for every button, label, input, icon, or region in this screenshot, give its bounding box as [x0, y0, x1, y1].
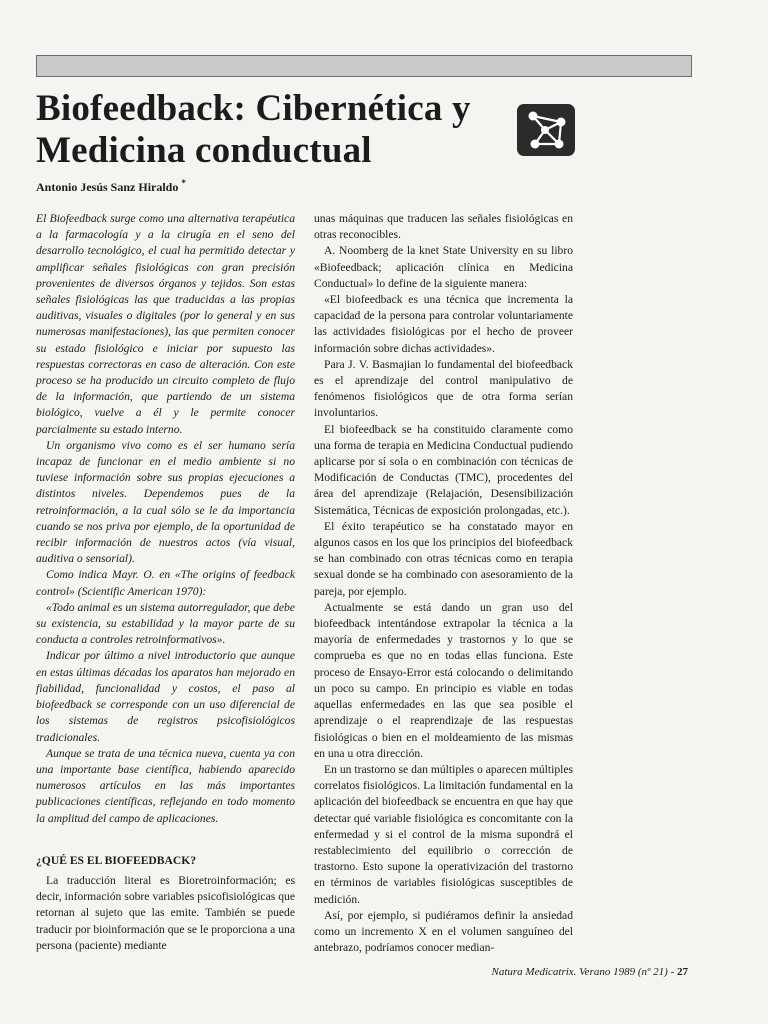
abstract-paragraph: El Biofeedback surge como una alternativa terapéutica a la farmacología y a la cirugía en el seno del desarrollo tecnológico, el cual ha permitido detectar y amplificar señales fisiológicas con gran precisión provenientes de diversos órganos y tejidos. Son estas señales fisiológicas las que traducidas a las propias auditivas, visuales o digitales (por lo general y en sus numerosas manifestaciones), las que permiten conocer su estado fisiológico e iniciar por supuesto las respuestas correctoras en caso de alteración. Con este proceso se ha producido un circuito completo de flujo de la información, que partiendo de un sistema biológico, vuelve a él y le permite conocer parcialmente su estado interno.	[36, 212, 295, 436]
body-paragraph: A. Noomberg de la knet State University en su libro «Biofeedback; aplicación clínica en Medicina Conductual» lo define de la siguiente manera:	[314, 244, 573, 290]
author-line	[36, 178, 186, 195]
header-bar	[36, 55, 692, 77]
abstract-paragraph: Como indica Mayr. O. en «The origins of feedback control» (Scientific American 1970):	[36, 568, 295, 598]
body-paragraph: En un trastorno se dan múltiples o aparecen múltiples correlatos fisiológicos. La limitación fundamental en la aplicación del biofeedback se encuentra en que hay que detectar qué variable fisiológica es concomitante con la enfermedad y si el control de la misma supondrá el restablecimiento del equilibrio o corrección de trastorno. Esto supone la operativización del trastorno en términos de variables fisiológicas susceptibles de medición.	[314, 762, 573, 906]
body-paragraph: El biofeedback se ha constituido claramente como una forma de terapia en Medicina Conductual pudiendo aplicarse por sí sola o en combinación con técnicas de Modificación de Conductas (TMC), procedentes del área del aprendizaje (Relajación, Desensibilización Sistemática, Técnicas de exposición prolongadas, etc.).	[314, 422, 573, 517]
page-footer	[460, 966, 688, 978]
abstract-paragraph: Aunque se trata de una técnica nueva, cuenta ya con una importante base científica, habiendo aparecido numerosos artículos en las más importantes publicaciones científicas, reflejando en todo momento la amplitud del campo de aplicaciones.	[36, 746, 295, 825]
abstract-paragraph: Indicar por último a nivel introductorio que aunque en estas últimas décadas los aparatos han mejorado en fiabilidad, funcionalidad y costos, el paso al biofeedback se corresponde con un uso diferencial de los sistemas de registros psicofisiológicos tradicionales.	[36, 649, 295, 744]
body-paragraph: La traducción literal es Bioretroinformación; es decir, información sobre variables psicofisiológicas que retornan al sujeto que las emite. También se puede traducir por bioinformación que se le proporciona a una persona (paciente) mediante	[36, 873, 295, 952]
journal-citation: Natura Medicatrix. Verano 1989 (nº 21) -	[491, 966, 675, 978]
body-paragraph: El éxito terapéutico se ha constatado mayor en algunos casos en los que los principios del biofeedback se han combinado con otras técnicas como en terapia sexual donde se ha combinado con asesoramiento de la pareja, por ejemplo.	[314, 519, 573, 598]
article-title: Biofeedback: Cibernética y Medicina conductual	[36, 88, 471, 171]
molecule-logo-icon	[517, 104, 575, 156]
abstract-paragraph: Un organismo vivo como es el ser humano sería incapaz de funcionar en el medio ambiente si no tuviese información sobre sus propias ejecuciones a distintos niveles. Dependemos pues de la retroinformación, a la cual sólo se le da importancia cuando se nos priva por ejemplo, de la oportunidad de recibir información de nuestros actos (vía visual, auditiva o sensorial).	[36, 438, 295, 566]
author-footnote-mark: *	[181, 178, 186, 188]
body-paragraph: Para J. V. Basmajian lo fundamental del biofeedback es el aprendizaje del control manipulativo de fenómenos fisiológicos que de otra forma serían involuntarios.	[314, 357, 573, 420]
right-column	[314, 211, 573, 956]
body-paragraph: Actualmente se está dando un gran uso del biofeedback intentándose extrapolar la técnica a la mayoría de enfermedades y trastornos y lo que se comprueba es que no en todas ellas funciona. Este proceso de Ensayo-Error está colocando o delimitando un poco su campo. En principio es viable en todas aquellas enfermedades en las que sea posible el aprendizaje o el reaprendizaje de las respuestas fisiológicas o bien en el moldeamiento de las mismas en una u otra dirección.	[314, 600, 573, 760]
author-name: Antonio Jesús Sanz Hiraldo	[36, 180, 179, 194]
body-quote: «El biofeedback es una técnica que incrementa la capacidad de la persona para controlar voluntariamente las actividades fisiológicas por el hecho de proveer información sobre dichas actividades».	[314, 293, 573, 355]
abstract-quote: «Todo animal es un sistema autorregulador, que debe su existencia, su estabilidad y la mayor parte de su conducta a controles retroinformativos».	[36, 600, 295, 647]
section-heading: ¿QUÉ ES EL BIOFEEDBACK?	[36, 853, 197, 867]
left-column	[36, 211, 295, 954]
body-paragraph: Así, por ejemplo, si pudiéramos definir la ansiedad como un incremento X en el volumen sanguíneo del antebrazo, podríamos conocer median-	[314, 908, 573, 955]
body-paragraph: unas máquinas que traducen las señales fisiológicas en otras reconocibles.	[314, 212, 573, 242]
abstract	[36, 211, 295, 827]
page-number: 27	[677, 966, 688, 978]
